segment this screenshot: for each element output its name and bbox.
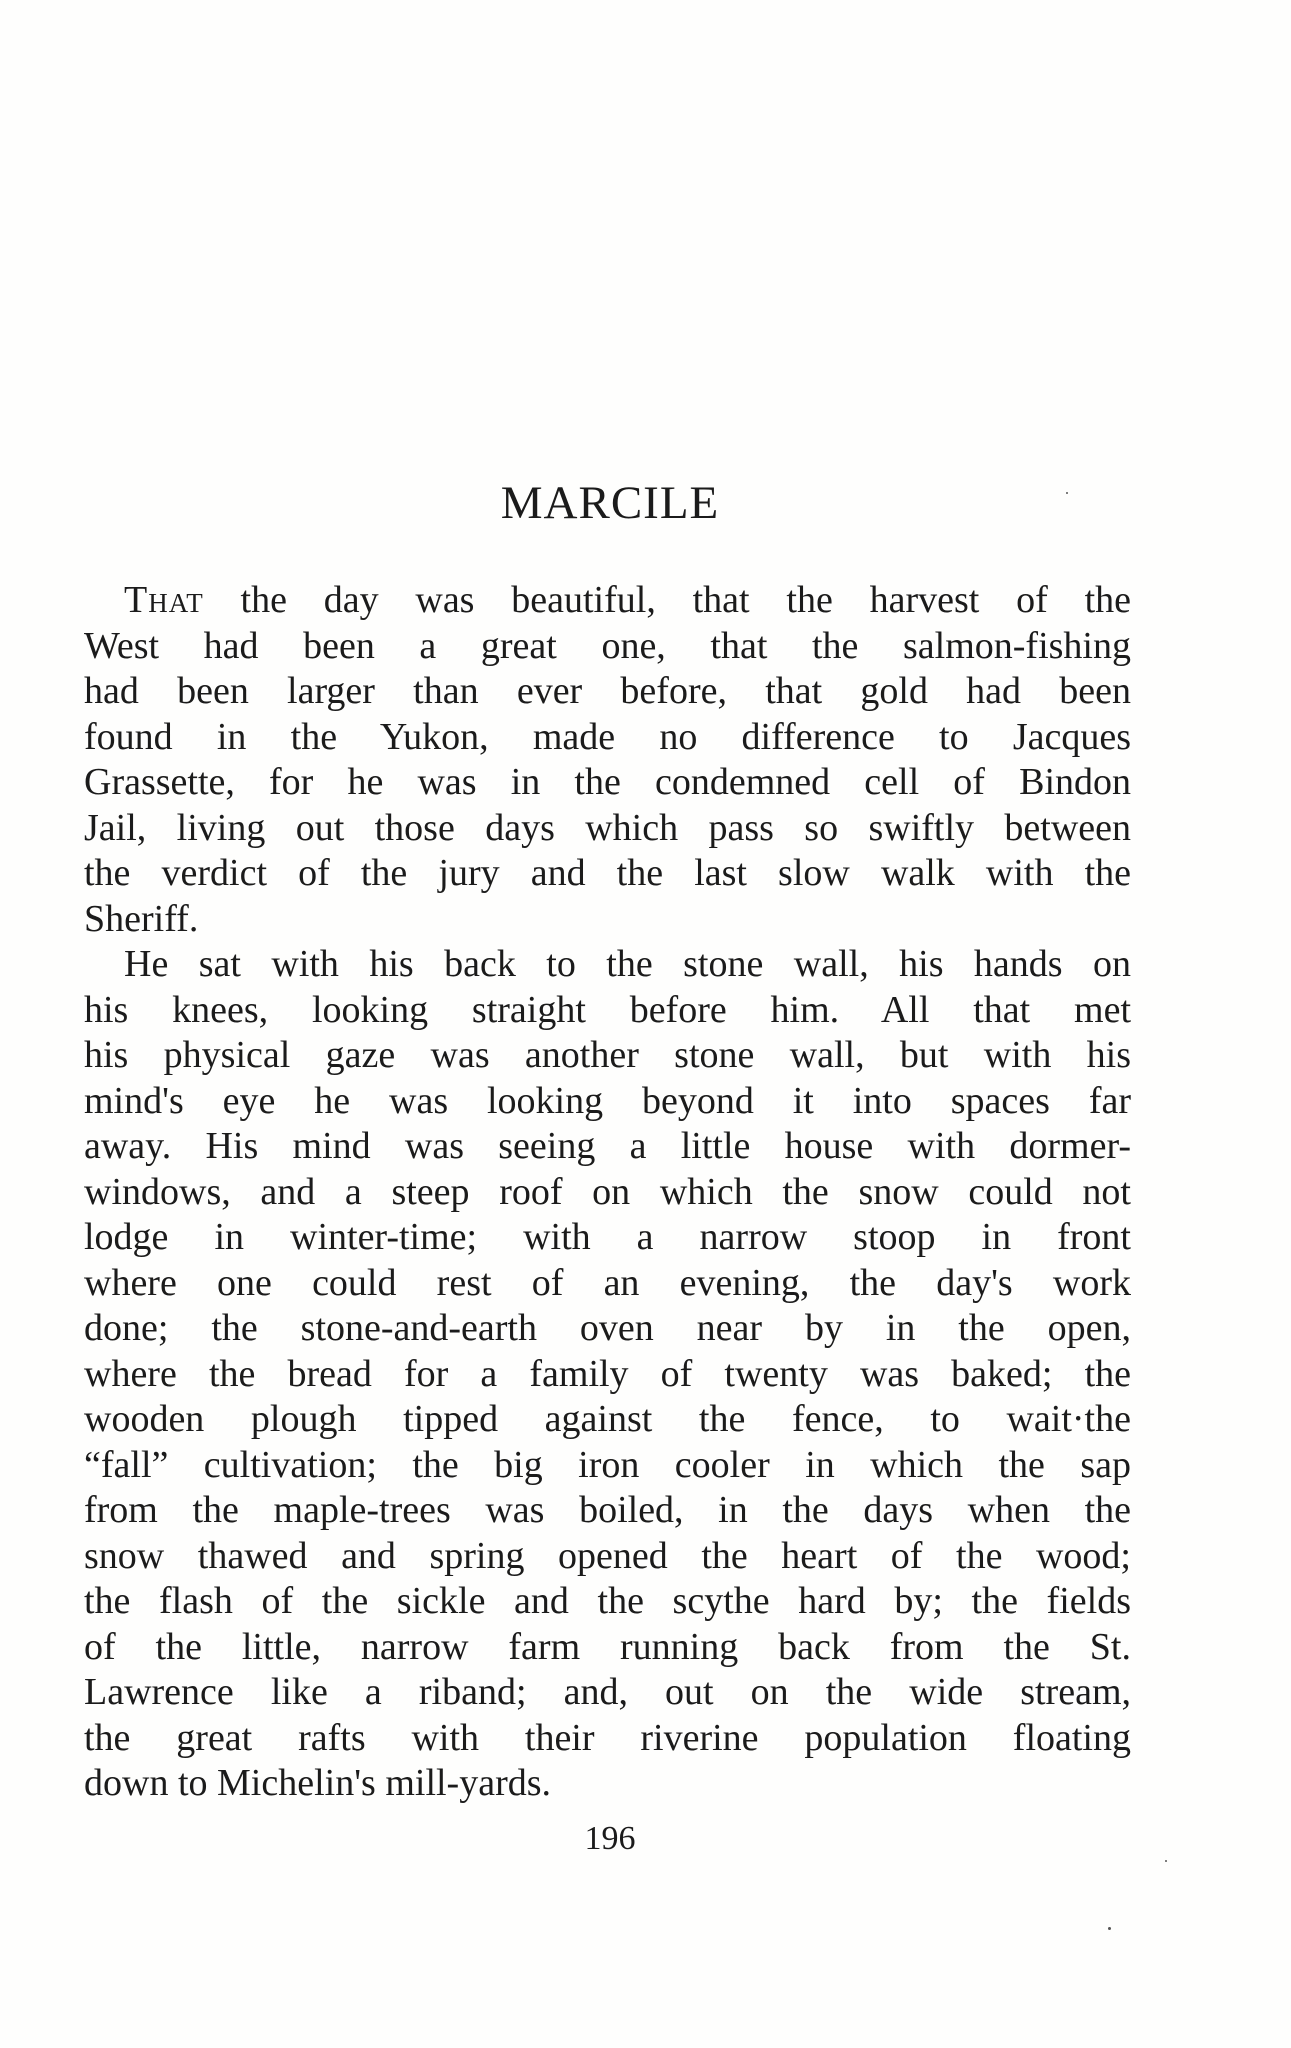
paragraph-2 (84, 942, 1131, 1807)
paragraph-line: where the bread for a family of twenty was baked; the (84, 1352, 1131, 1395)
paragraph-line: had been larger than ever before, that gold had been (84, 670, 1131, 712)
paragraph-line: West had been a great one, that the salmon-fishing (84, 624, 1131, 667)
paragraph-line: He sat with his back to the stone wall, his hands on (124, 943, 1131, 985)
paragraph-line: of the little, narrow farm running back from the St. (84, 1625, 1131, 1668)
paragraph-line: lodge in winter-time; with a narrow stoop in front (84, 1216, 1131, 1258)
paragraph-line: done; the stone-and-earth oven near by in the open, (84, 1307, 1131, 1349)
paragraph-line: down to Michelin's mill-yards. (84, 1762, 552, 1804)
paragraph-line: Sheriff. (84, 897, 199, 940)
paragraph-lead-word: That (124, 579, 204, 621)
paragraph-line: windows, and a steep roof on which the snow could not (84, 1170, 1131, 1213)
paragraph-line: his physical gaze was another stone wall, but with his (84, 1034, 1131, 1076)
paragraph-line: his knees, looking straight before him. All that met (84, 988, 1131, 1031)
paragraph-line: the great rafts with their riverine population floating (84, 1716, 1131, 1759)
paragraph-line: mind's eye he was looking beyond it into spaces far (84, 1079, 1131, 1122)
paragraph-line: where one could rest of an evening, the day's work (84, 1261, 1131, 1304)
paragraph-line: the flash of the sickle and the scythe hard by; the fields (84, 1580, 1131, 1622)
paragraph-line: from the maple-trees was boiled, in the days when the (84, 1489, 1131, 1531)
paragraph-line: snow thawed and spring opened the heart of the wood; (84, 1534, 1131, 1577)
paper-speck (1165, 1860, 1167, 1862)
page-number: 196 (584, 1820, 636, 1857)
paragraph-line: wooden plough tipped against the fence, to wait·the (84, 1398, 1131, 1440)
paragraph-line: That the day was beautiful, that the harvest of the (124, 579, 1131, 621)
paragraph-1 (84, 578, 1131, 942)
paragraph-line: Grassette, for he was in the condemned cell of Bindon (84, 761, 1131, 803)
paragraph-line: away. His mind was seeing a little house with dormer- (84, 1125, 1131, 1167)
paragraph-line: Jail, living out those days which pass so swiftly between (84, 806, 1131, 849)
paragraph-line: Lawrence like a riband; and, out on the wide stream, (84, 1671, 1131, 1713)
chapter-title: MARCILE (500, 477, 720, 529)
paper-speck (1108, 1927, 1111, 1930)
paragraph-line: the verdict of the jury and the last slow walk with the (84, 852, 1131, 894)
paragraph-line: “fall” cultivation; the big iron cooler in which the sap (84, 1443, 1131, 1486)
paragraph-line: found in the Yukon, made no difference to Jacques (84, 715, 1131, 758)
paper-speck (1066, 492, 1068, 494)
